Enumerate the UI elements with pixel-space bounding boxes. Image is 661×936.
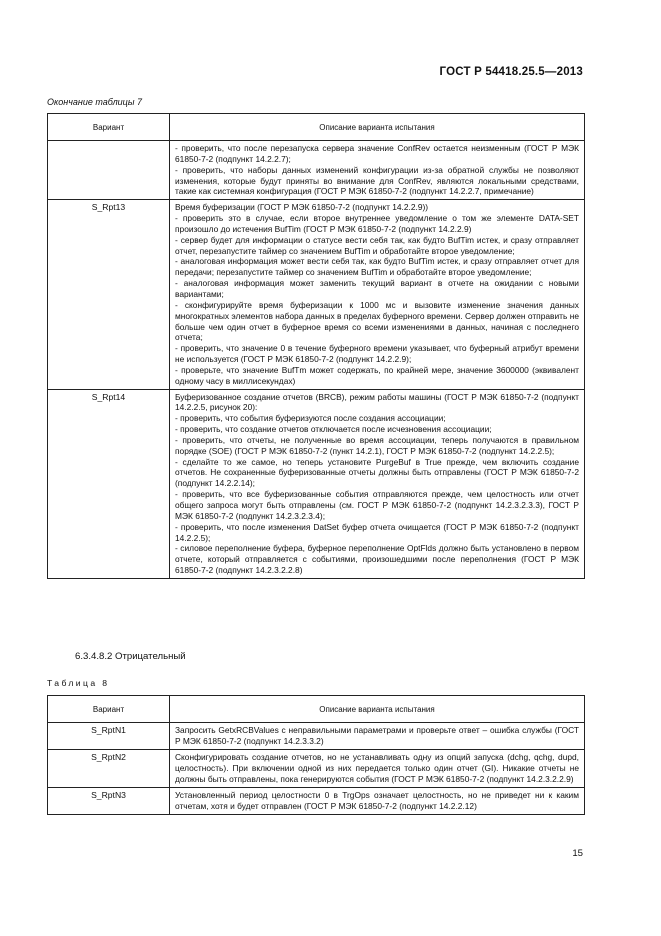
description-line: - аналоговая информация может заменить текущий вариант в отчете на ожидании с новыми вариантами;	[175, 278, 579, 299]
description-line: - проверить, что создание отчетов отключается после исчезновения ассоциации;	[175, 424, 492, 435]
variant-cell: S_RptN3	[48, 788, 170, 815]
description-line: - проверить это в случае, если второе внутреннее уведомление о том же элементе DATA-SET произошло до истечения BufTim (ГОСТ Р МЭК 61850-7-2 (подпункт 14.2.2.9)	[175, 213, 579, 234]
column-header-variant: Вариант	[48, 696, 170, 723]
page-number: 15	[572, 848, 583, 859]
variant-cell: S_RptN1	[48, 723, 170, 750]
description-line: - силовое переполнение буфера, буферное переполнение OptFlds должно быть установлено в первом отчете, который отправляется с событиями, произошедшими после переполнения (ГОСТ Р МЭК 61850-7-2 (подпункт 14.2.3.2.2.8)	[175, 543, 579, 576]
description-line: - проверить, что после изменения DatSet буфер отчета очищается (ГОСТ Р МЭК 61850-7-2 (подпункт 14.2.2.5);	[175, 521, 579, 543]
table-row	[48, 723, 585, 750]
variant-cell	[48, 141, 170, 200]
description-cell	[170, 788, 585, 815]
table-row	[48, 200, 585, 389]
variant-cell: S_Rpt14	[48, 389, 170, 578]
table-row	[48, 389, 585, 578]
table7-header-row	[48, 114, 585, 141]
description-line: Время буферизации (ГОСТ Р МЭК 61850-7-2 (подпункт 14.2.2.9))	[175, 202, 429, 213]
column-header-description: Описание варианта испытания	[170, 114, 585, 141]
table8-header-row	[48, 696, 585, 723]
table7-caption: Окончание таблицы 7	[47, 97, 142, 107]
description-line: - проверить, что отчеты, не полученные во время ассоциации, теперь получаются в правильном порядке (SOE) (ГОСТ Р МЭК 61850-7-2 (пункт 14.2.1), ГОСТ Р МЭК 61850-7-2 (подпункт 14.2.2.5);	[175, 434, 579, 456]
table8	[47, 695, 585, 815]
description-line: - проверить, что значение 0 в течение буферного времени указывает, что буферный атрибут времени не используется (ГОСТ Р МЭК 61850-7-2 (подпункт 14.2.2.9);	[175, 343, 579, 365]
table7	[47, 113, 585, 579]
description-line: Запросить GetxRCBValues с неправильными параметрами и проверьте ответ – ошибка службы (ГОСТ Р МЭК 61850-7-2 (подпункт 14.2.3.3.2)	[175, 725, 579, 746]
description-line: Сконфигурировать создание отчетов, но не устанавливать одну из опций запуска (dchg, qchg, dupd, целостность). При включении одной из них передается только один отчет (GI). Никакие отчеты не должны быть отправлены, пока генерируются события (ГОСТ Р МЭК 61850-7-2 (подпункт 14.2.3.2.2.9)	[175, 752, 579, 784]
description-line: Буферизованное создание отчетов (BRCB), режим работы машины (ГОСТ Р МЭК 61850-7-2 (подпункт 14.2.2.5, рисунок 20):	[175, 391, 579, 413]
document-header: ГОСТ Р 54418.25.5—2013	[439, 66, 583, 78]
description-line: Установленный период целостности 0 в TrgOps означает целостность, но не приведет ни к каким отчетам, хотя и будет отправлен (ГОСТ Р МЭК 61850-7-2 (подпункт 14.2.2.12)	[175, 790, 579, 811]
description-line: - проверить, что после перезапуска сервера значение ConfRev остается неизменным (ГОСТ Р МЭК 61850-7-2 (подпункт 14.2.2.7);	[175, 143, 579, 164]
subsection-heading: 6.3.4.8.2 Отрицательный	[75, 651, 186, 662]
description-cell	[170, 200, 585, 389]
description-line: - сервер будет для информации о статусе вести себя так, как будто BufTim истек, и сразу отправляет отчет, перезапустите таймер со значением BufTim и обработайте второе уведомление;	[175, 234, 579, 256]
description-line: - сделайте то же самое, но теперь установите PurgeBuf в True прежде, чем включить создание отчетов. Не сохраненные буферизованные отчеты должны быть отправлены (ГОСТ Р МЭК 61850-7-2 (подпункт 14.2.2.14);	[175, 456, 579, 489]
variant-cell: S_Rpt13	[48, 200, 170, 389]
description-line: - аналоговая информация может вести себя так, как будто BufTim истек, и сразу отправляет отчет для передачи; перезапустите таймер со значением BufTim и обработайте второе уведомление;	[175, 256, 579, 278]
column-header-description: Описание варианта испытания	[170, 696, 585, 723]
description-line: - проверьте, что значение BufTm может содержать, по крайней мере, значение 3600000 (эквивалент одному часу в миллисекундах)	[175, 364, 579, 386]
description-cell	[170, 723, 585, 750]
table8-caption: Таблица 8	[47, 678, 110, 688]
column-header-variant: Вариант	[48, 114, 170, 141]
table-row	[48, 750, 585, 788]
table-row	[48, 788, 585, 815]
description-cell	[170, 750, 585, 788]
description-cell	[170, 141, 585, 200]
description-line: - проверить, что наборы данных изменений конфигурации из-за обратной службы не позволяют изменения, которые будут приняты во внимание для ConfRev, являются локальными средствами, такие как системная конфигурация (ГОСТ Р МЭК 61850-7-2 (подпункт 14.2.2.7, примечание)	[175, 164, 579, 197]
description-line: - сконфигурируйте время буферизации к 1000 мс и вызовите изменение значения данных многократных элементов набора данных в пределах буферного времени. Сервер должен отправить не больше чем один отчет в буферное время со всеми изменениями в данных, начиная с последнего отчета;	[175, 299, 579, 343]
table-row	[48, 141, 585, 200]
description-cell	[170, 389, 585, 578]
variant-cell: S_RptN2	[48, 750, 170, 788]
description-line: - проверить, что все буферизованные события отправляются прежде, чем целостность или отчет общего запроса могут быть отправлены (см. ГОСТ Р МЭК 61850-7-2 (подпункт 14.2.3.2.3.3), ГОСТ Р МЭК 61850-7-2 (подпункт 14.2.3.2.3.4);	[175, 489, 579, 521]
description-line: - проверить, что события буферизуются после создания ассоциации;	[175, 413, 446, 424]
